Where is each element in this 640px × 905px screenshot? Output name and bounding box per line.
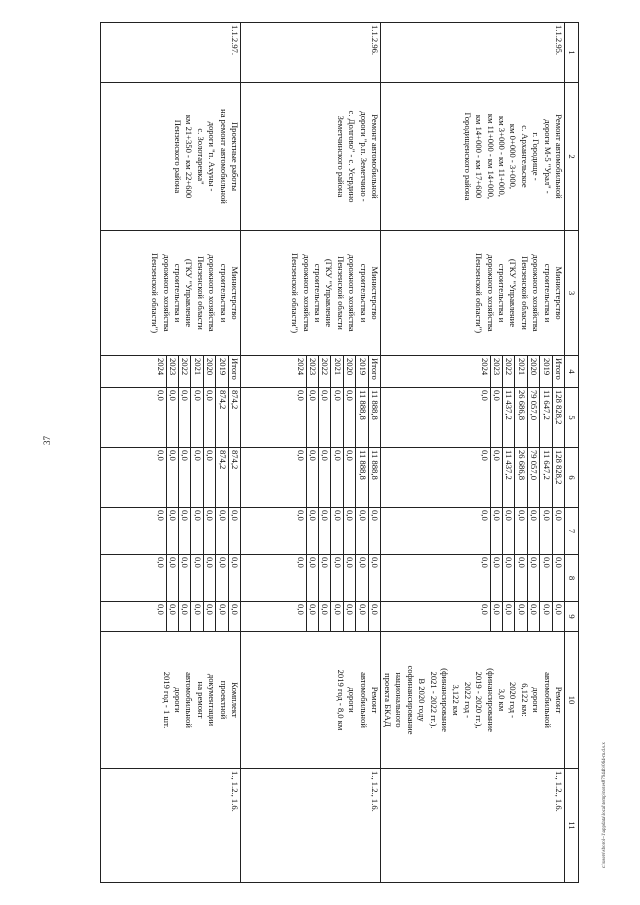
year-cell <box>381 356 565 388</box>
c6-line: 26 686,8 <box>514 448 526 507</box>
c5-line: 0,0 <box>479 390 490 401</box>
c5-line: 79 057,0 <box>527 388 539 447</box>
year-cell <box>101 356 241 388</box>
c7-line: 0,0 <box>527 508 539 554</box>
c5-line: 11 647,2 <box>539 388 551 447</box>
name-line: дороги "р.п. Земетчино - <box>358 111 369 202</box>
executor-line: дорожного хозяйства <box>301 254 312 332</box>
name-line: Земетчинского района <box>335 115 346 198</box>
c8-line: 0,0 <box>306 555 318 601</box>
executor-cell <box>101 231 241 356</box>
result-line: автомобильной <box>184 672 195 728</box>
executor-line: Пензенской области <box>519 256 530 330</box>
years-line: 2023 <box>306 356 318 387</box>
activity-name-cell <box>241 83 381 231</box>
result-line: В 2020 году <box>417 678 428 722</box>
column-header: 8 <box>565 555 579 602</box>
funding-c7-cell <box>241 508 381 555</box>
executor-line: Пензенской области") <box>474 252 485 334</box>
years-line: 2021 <box>190 356 202 387</box>
c5-line: 11 888,8 <box>368 388 380 447</box>
years-line: 2022 <box>178 356 190 387</box>
result-line: автомобильной <box>358 672 369 728</box>
c5-line: 0,0 <box>190 388 202 447</box>
executor-line: Министерство <box>230 266 240 320</box>
c6-line: 0,0 <box>479 450 490 461</box>
funding-c8-cell <box>381 555 565 602</box>
c9-line: 0,0 <box>203 602 215 631</box>
c6-line: 0,0 <box>318 448 330 507</box>
result-line: 3,0 км <box>496 688 507 712</box>
result-line: 2022 год - <box>462 681 473 719</box>
executor-line: строительства и <box>312 263 323 323</box>
column-number-row <box>565 23 579 883</box>
result-line: 3,122 км <box>451 684 462 716</box>
c9-line: 0,0 <box>215 602 227 631</box>
c9-line: 0,0 <box>295 604 306 615</box>
funding-c5-cell <box>241 388 381 448</box>
c8-line: 0,0 <box>295 557 306 568</box>
c8-line: 0,0 <box>343 555 355 601</box>
years-line: 2019 <box>539 356 551 387</box>
years-line: 2024 <box>479 358 490 376</box>
name-line: с. Долгово" - с. Усердино <box>347 110 358 203</box>
c8-line: 0,0 <box>355 555 367 601</box>
name-line: км 11+000 - км 14+000, <box>485 113 496 200</box>
name-line: км 21+350 - км 22+600 <box>184 114 195 199</box>
funding-c6-cell <box>241 448 381 508</box>
years-line: 2022 <box>502 356 514 387</box>
c7-line: 0,0 <box>306 508 318 554</box>
name-line: дороги "п. Ахуны - <box>207 121 218 192</box>
c8-line: 0,0 <box>368 555 380 601</box>
result-line: дороги <box>172 687 183 713</box>
c6-line: 0,0 <box>490 448 502 507</box>
executor-line: Министерство <box>370 266 380 320</box>
c9-line: 0,0 <box>527 602 539 631</box>
funding-c8-cell <box>101 555 241 602</box>
c5-line: 0,0 <box>178 388 190 447</box>
name-line: на ремонт автомобильной <box>218 109 229 204</box>
year-cell <box>241 356 381 388</box>
c7-line: 0,0 <box>368 508 380 554</box>
c7-line: 0,0 <box>203 508 215 554</box>
executor-line: (ГКУ "Управление <box>324 258 335 328</box>
c9-line: 0,0 <box>306 602 318 631</box>
years-line: 2024 <box>155 358 166 376</box>
years-line: 2023 <box>166 356 178 387</box>
years-line: 2019 <box>355 356 367 387</box>
result-line: Ремонт <box>370 686 380 714</box>
years-line: 2020 <box>203 356 215 387</box>
name-line: с. Золотаревка" <box>195 128 206 185</box>
executor-line: дорожного хозяйства <box>161 254 172 332</box>
c7-line: 0,0 <box>178 508 190 554</box>
c7-line: 0,0 <box>155 510 166 521</box>
name-line: км 3+000 - км 11+000, <box>496 116 507 197</box>
table-row <box>241 23 381 883</box>
executor-line: дорожного хозяйства <box>531 254 542 332</box>
column-header: 6 <box>565 448 579 508</box>
column-header: 3 <box>565 231 579 356</box>
c9-line: 0,0 <box>514 602 526 631</box>
funding-c6-cell <box>101 448 241 508</box>
result-line: 6,122 км: <box>519 683 530 717</box>
name-line: г. Городище - <box>531 132 542 181</box>
column-header: 10 <box>565 632 579 769</box>
funding-c5-cell <box>381 388 565 448</box>
column-header: 11 <box>565 769 579 883</box>
program-table <box>100 22 579 883</box>
c7-line: 0,0 <box>228 508 240 554</box>
c6-line: 0,0 <box>295 450 306 461</box>
c6-line: 11 437,2 <box>502 448 514 507</box>
column-header: 5 <box>565 388 579 448</box>
c5-line: 0,0 <box>203 388 215 447</box>
funding-c6-cell <box>381 448 565 508</box>
activity-name-cell <box>381 83 565 231</box>
result-cell <box>241 632 381 769</box>
c8-line: 0,0 <box>155 557 166 568</box>
c8-line: 0,0 <box>514 555 526 601</box>
c8-line: 0,0 <box>190 555 202 601</box>
c9-line: 0,0 <box>355 602 367 631</box>
name-line: дороги М-5 "Урал" - <box>542 119 553 194</box>
result-line: 2021 - 2022 гг.). <box>428 671 439 729</box>
years-line: Итого <box>552 356 564 387</box>
activity-name-cell <box>101 83 241 231</box>
c7-line: 0,0 <box>166 508 178 554</box>
result-line: (финансирование <box>439 668 450 732</box>
table-row <box>381 23 565 883</box>
years-line: 2022 <box>318 356 330 387</box>
c9-line: 0,0 <box>228 602 240 631</box>
reference-cell: 1., 1.2., 1.6. <box>241 769 381 883</box>
result-line: проектной <box>218 680 229 720</box>
page-number: 37 <box>42 436 52 445</box>
c7-line: 0,0 <box>355 508 367 554</box>
c7-line: 0,0 <box>215 508 227 554</box>
c9-line: 0,0 <box>479 604 490 615</box>
years-line: 2024 <box>295 358 306 376</box>
c8-line: 0,0 <box>479 557 490 568</box>
c7-line: 0,0 <box>330 508 342 554</box>
c6-line: 874,2 <box>215 448 227 507</box>
executor-line: Пензенской области") <box>150 252 161 334</box>
c5-line: 0,0 <box>295 390 306 401</box>
c7-line: 0,0 <box>190 508 202 554</box>
result-line: национального <box>394 672 405 728</box>
executor-cell <box>241 231 381 356</box>
c9-line: 0,0 <box>330 602 342 631</box>
result-line: софинансирование <box>405 665 416 735</box>
reference-cell: 1., 1.2., 1.6. <box>381 769 565 883</box>
funding-c9-cell <box>241 602 381 632</box>
c8-line: 0,0 <box>215 555 227 601</box>
c8-line: 0,0 <box>166 555 178 601</box>
c9-line: 0,0 <box>318 602 330 631</box>
c8-line: 0,0 <box>178 555 190 601</box>
years-line: 2019 <box>215 356 227 387</box>
c7-line: 0,0 <box>539 508 551 554</box>
c5-line: 874,2 <box>215 388 227 447</box>
c5-line: 0,0 <box>330 388 342 447</box>
result-line: автомобильной <box>542 672 553 728</box>
c9-line: 0,0 <box>368 602 380 631</box>
c5-line: 0,0 <box>490 388 502 447</box>
name-line: Ремонт автомобильной <box>370 114 380 199</box>
c6-line: 11 888,8 <box>355 448 367 507</box>
c5-line: 874,2 <box>228 388 240 447</box>
c9-line: 0,0 <box>539 602 551 631</box>
c6-line: 11 647,2 <box>539 448 551 507</box>
executor-line: Пензенской области") <box>290 252 301 334</box>
result-line: 2019 - 2020 гг.), <box>474 671 485 729</box>
reference-cell: 1., 1.2., 1.6. <box>101 769 241 883</box>
result-line: Комплект <box>230 682 240 718</box>
funding-c9-cell <box>381 602 565 632</box>
c6-line: 0,0 <box>306 448 318 507</box>
result-line: дороги <box>531 687 542 713</box>
name-line: км 14+000 - км 17+600 <box>474 114 485 199</box>
name-line: Проектные работы <box>230 121 240 192</box>
name-line: Городищенского района <box>462 112 473 201</box>
c8-line: 0,0 <box>203 555 215 601</box>
result-line: Ремонт <box>554 686 564 714</box>
c6-line: 0,0 <box>343 448 355 507</box>
c6-line: 0,0 <box>166 448 178 507</box>
row-number-cell: 1.1.2.95. <box>381 23 565 83</box>
column-header: 7 <box>565 508 579 555</box>
funding-c7-cell <box>101 508 241 555</box>
c8-line: 0,0 <box>502 555 514 601</box>
years-line: Итого <box>368 356 380 387</box>
c9-line: 0,0 <box>490 602 502 631</box>
c6-line: 0,0 <box>190 448 202 507</box>
name-line: с. Архангельское <box>519 125 530 188</box>
result-line: документации <box>207 673 218 727</box>
result-line: проекта БКАД <box>382 673 393 727</box>
name-line: Ремонт автомобильной <box>554 114 564 199</box>
executor-line: строительства и <box>358 263 369 323</box>
executor-line: (ГКУ "Управление <box>184 258 195 328</box>
executor-line: строительства и <box>218 263 229 323</box>
result-line: (финансирование <box>485 668 496 732</box>
c8-line: 0,0 <box>490 555 502 601</box>
c9-line: 0,0 <box>166 602 178 631</box>
years-line: 2021 <box>330 356 342 387</box>
c6-line: 128 828,2 <box>552 448 564 507</box>
result-line: дороги <box>347 687 358 713</box>
footer-file-path: c:\users\sborol~1\appdata\local\temp\notes87944b\064-m.d.s.x <box>602 742 607 868</box>
c9-line: 0,0 <box>343 602 355 631</box>
c9-line: 0,0 <box>190 602 202 631</box>
c9-line: 0,0 <box>502 602 514 631</box>
c6-line: 0,0 <box>155 450 166 461</box>
years-line: 2020 <box>527 356 539 387</box>
executor-cell <box>381 231 565 356</box>
funding-c5-cell <box>101 388 241 448</box>
c8-line: 0,0 <box>552 555 564 601</box>
c6-line: 0,0 <box>178 448 190 507</box>
c8-line: 0,0 <box>318 555 330 601</box>
c7-line: 0,0 <box>490 508 502 554</box>
c7-line: 0,0 <box>343 508 355 554</box>
executor-line: дорожного хозяйства <box>347 254 358 332</box>
c7-line: 0,0 <box>479 510 490 521</box>
executor-line: строительства и <box>172 263 183 323</box>
result-line: на ремонт <box>195 681 206 719</box>
funding-c8-cell <box>241 555 381 602</box>
c7-line: 0,0 <box>514 508 526 554</box>
table-row <box>101 23 241 883</box>
c7-line: 0,0 <box>295 510 306 521</box>
column-header: 1 <box>565 23 579 83</box>
c9-line: 0,0 <box>178 602 190 631</box>
c5-line: 0,0 <box>306 388 318 447</box>
executor-line: Министерство <box>554 266 564 320</box>
result-line: 2019 год - 1 шт. <box>161 671 172 729</box>
executor-line: Пензенской области <box>335 256 346 330</box>
funding-c9-cell <box>101 602 241 632</box>
column-header: 2 <box>565 83 579 231</box>
column-header: 4 <box>565 356 579 388</box>
c5-line: 11 888,8 <box>355 388 367 447</box>
c5-line: 0,0 <box>155 390 166 401</box>
row-number-cell: 1.1.2.97. <box>101 23 241 83</box>
c7-line: 0,0 <box>502 508 514 554</box>
executor-line: (ГКУ "Управление <box>508 258 519 328</box>
c6-line: 79 057,0 <box>527 448 539 507</box>
rotated-table-container <box>101 22 579 882</box>
executor-line: дорожного хозяйства <box>207 254 218 332</box>
years-line: 2023 <box>490 356 502 387</box>
funding-c7-cell <box>381 508 565 555</box>
c5-line: 26 686,8 <box>514 388 526 447</box>
c7-line: 0,0 <box>318 508 330 554</box>
c7-line: 0,0 <box>552 508 564 554</box>
c8-line: 0,0 <box>228 555 240 601</box>
c6-line: 0,0 <box>203 448 215 507</box>
executor-line: Пензенской области <box>195 256 206 330</box>
c5-line: 11 437,2 <box>502 388 514 447</box>
c9-line: 0,0 <box>552 602 564 631</box>
executor-line: строительства и <box>542 263 553 323</box>
executor-line: дорожного хозяйства <box>485 254 496 332</box>
years-line: Итого <box>228 356 240 387</box>
result-cell <box>101 632 241 769</box>
column-header: 9 <box>565 602 579 632</box>
executor-line: строительства и <box>496 263 507 323</box>
c8-line: 0,0 <box>539 555 551 601</box>
c5-line: 0,0 <box>343 388 355 447</box>
c6-line: 0,0 <box>330 448 342 507</box>
name-line: Пензенского района <box>172 119 183 194</box>
c9-line: 0,0 <box>155 604 166 615</box>
name-line: км 0+000 - 3+000, <box>508 123 519 190</box>
c8-line: 0,0 <box>330 555 342 601</box>
c8-line: 0,0 <box>527 555 539 601</box>
c5-line: 128 828,2 <box>552 388 564 447</box>
c5-line: 0,0 <box>166 388 178 447</box>
result-line: 2019 год - 8,0 км <box>335 669 346 731</box>
years-line: 2020 <box>343 356 355 387</box>
c6-line: 874,2 <box>228 448 240 507</box>
c5-line: 0,0 <box>318 388 330 447</box>
years-line: 2021 <box>514 356 526 387</box>
row-number-cell: 1.1.2.96. <box>241 23 381 83</box>
result-line: 2020 год - <box>508 681 519 719</box>
result-cell <box>381 632 565 769</box>
c6-line: 11 888,8 <box>368 448 380 507</box>
